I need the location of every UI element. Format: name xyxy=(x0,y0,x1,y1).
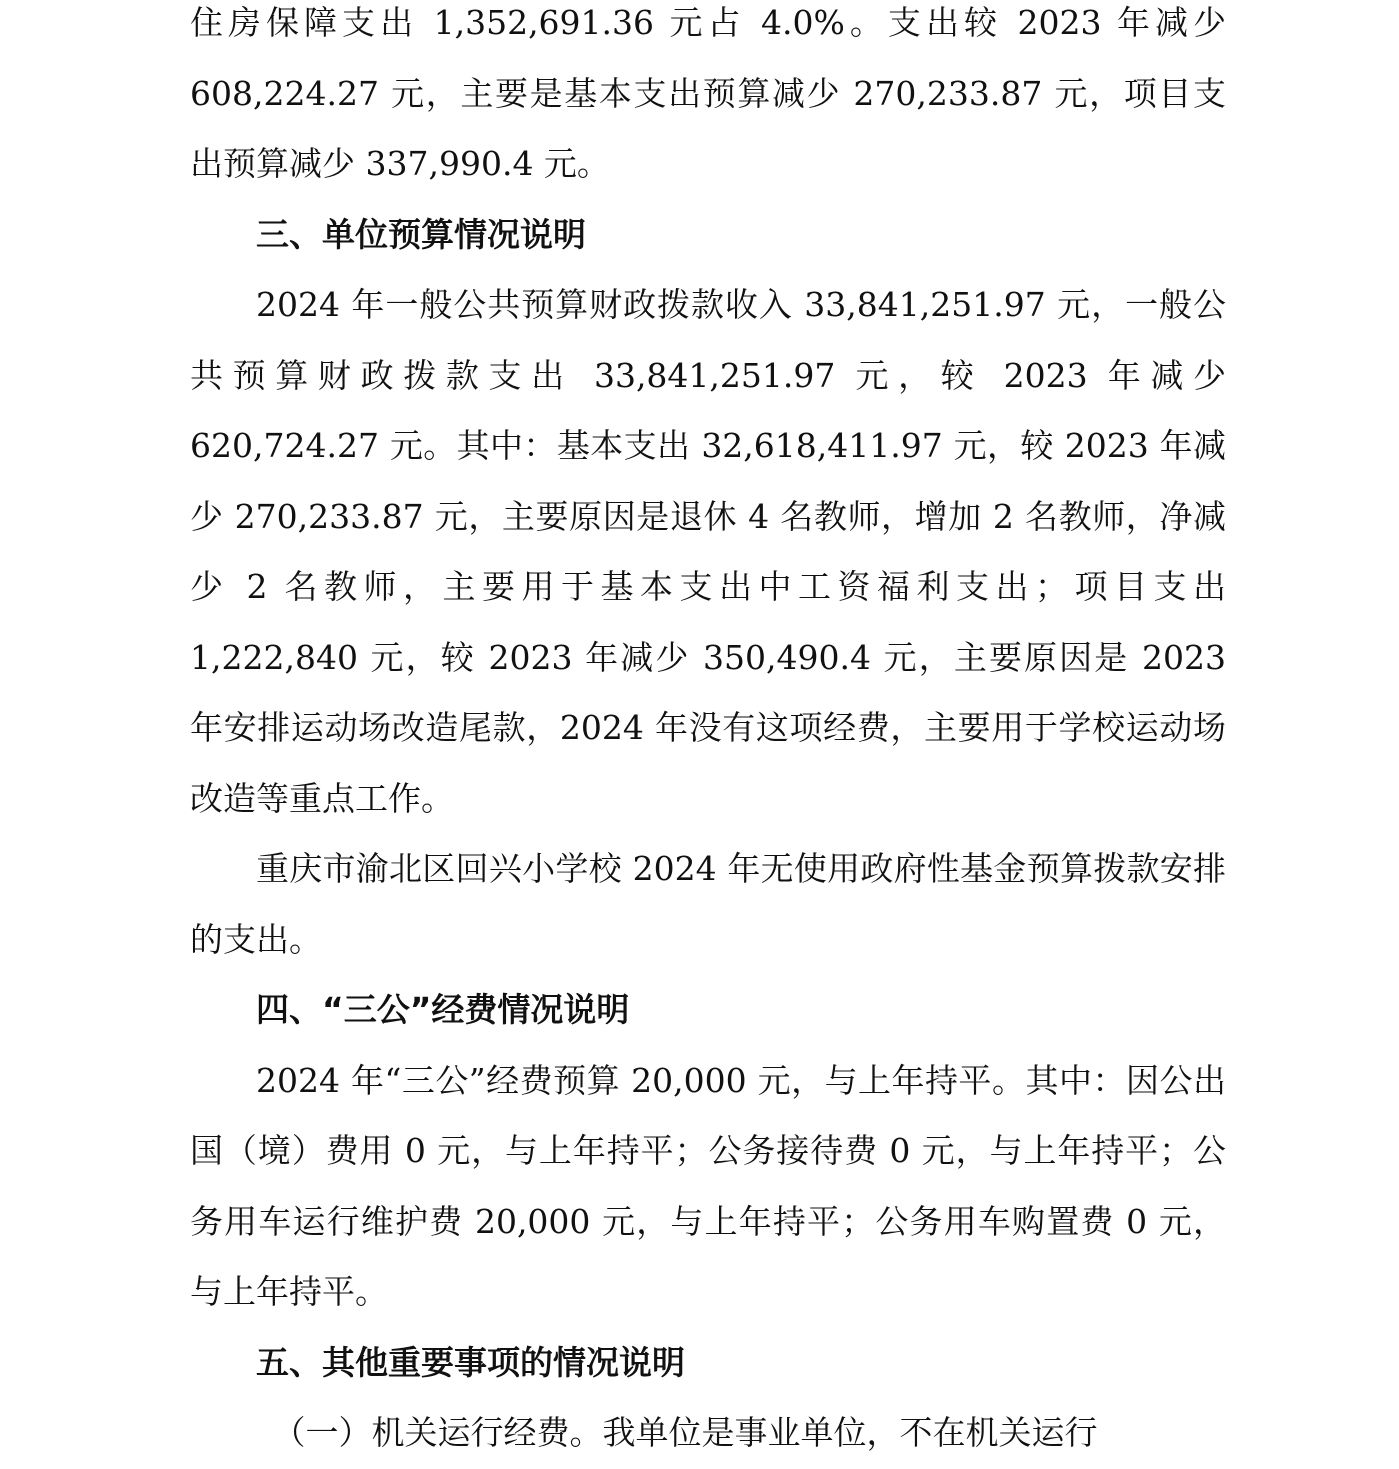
paragraph-government-fund-budget: 重庆市渝北区回兴小学校 2024 年无使用政府性基金预算拨款安排的支出。 xyxy=(190,849,1226,959)
paragraph-general-public-budget: 2024 年一般公共预算财政拨款收入 33,841,251.97 元，一般公共预算财政拨款支出 33,841,251.97 元，较 2023 年减少 620,724.27 元。其中：基本支出 32,618,411.97 元，较 2023 年减少 270,233.87 元，主要原因是退休 4 名教师，增加 2 名教师，净减少 2 名教师，主要用于基本支出中工资福利支出；项目支出 1,222,840 元，较 2023 年减少 350,490.4 元，主要原因是 2023 年安排运动场改造尾款，2024 年没有这项经费，主要用于学校运动场改造等重点工作。 xyxy=(190,285,1226,818)
document-page xyxy=(190,0,1226,1469)
paragraph-agency-operating-costs: （一）机关运行经费。我单位是事业单位，不在机关运行 xyxy=(272,1413,1098,1452)
paragraph-housing-expenditure: 住房保障支出 1,352,691.36 元占 4.0%。支出较 2023 年减少 608,224.27 元，主要是基本支出预算减少 270,233.87 元，项目支出预算减少 337,990.4 元。 xyxy=(190,3,1226,183)
section-heading-other-matters: 五、其他重要事项的情况说明 xyxy=(256,1342,685,1382)
section-heading-three-public-expenses: 四、“三公”经费情况说明 xyxy=(256,990,630,1029)
section-heading-unit-budget: 三、单位预算情况说明 xyxy=(256,214,586,254)
paragraph-three-public-expenses: 2024 年“三公”经费预算 20,000 元，与上年持平。其中：因公出国（境）费用 0 元，与上年持平；公务接待费 0 元，与上年持平；公务用车运行维护费 20,000 元，与上年持平；公务用车购置费 0 元，与上年持平。 xyxy=(190,1060,1226,1311)
